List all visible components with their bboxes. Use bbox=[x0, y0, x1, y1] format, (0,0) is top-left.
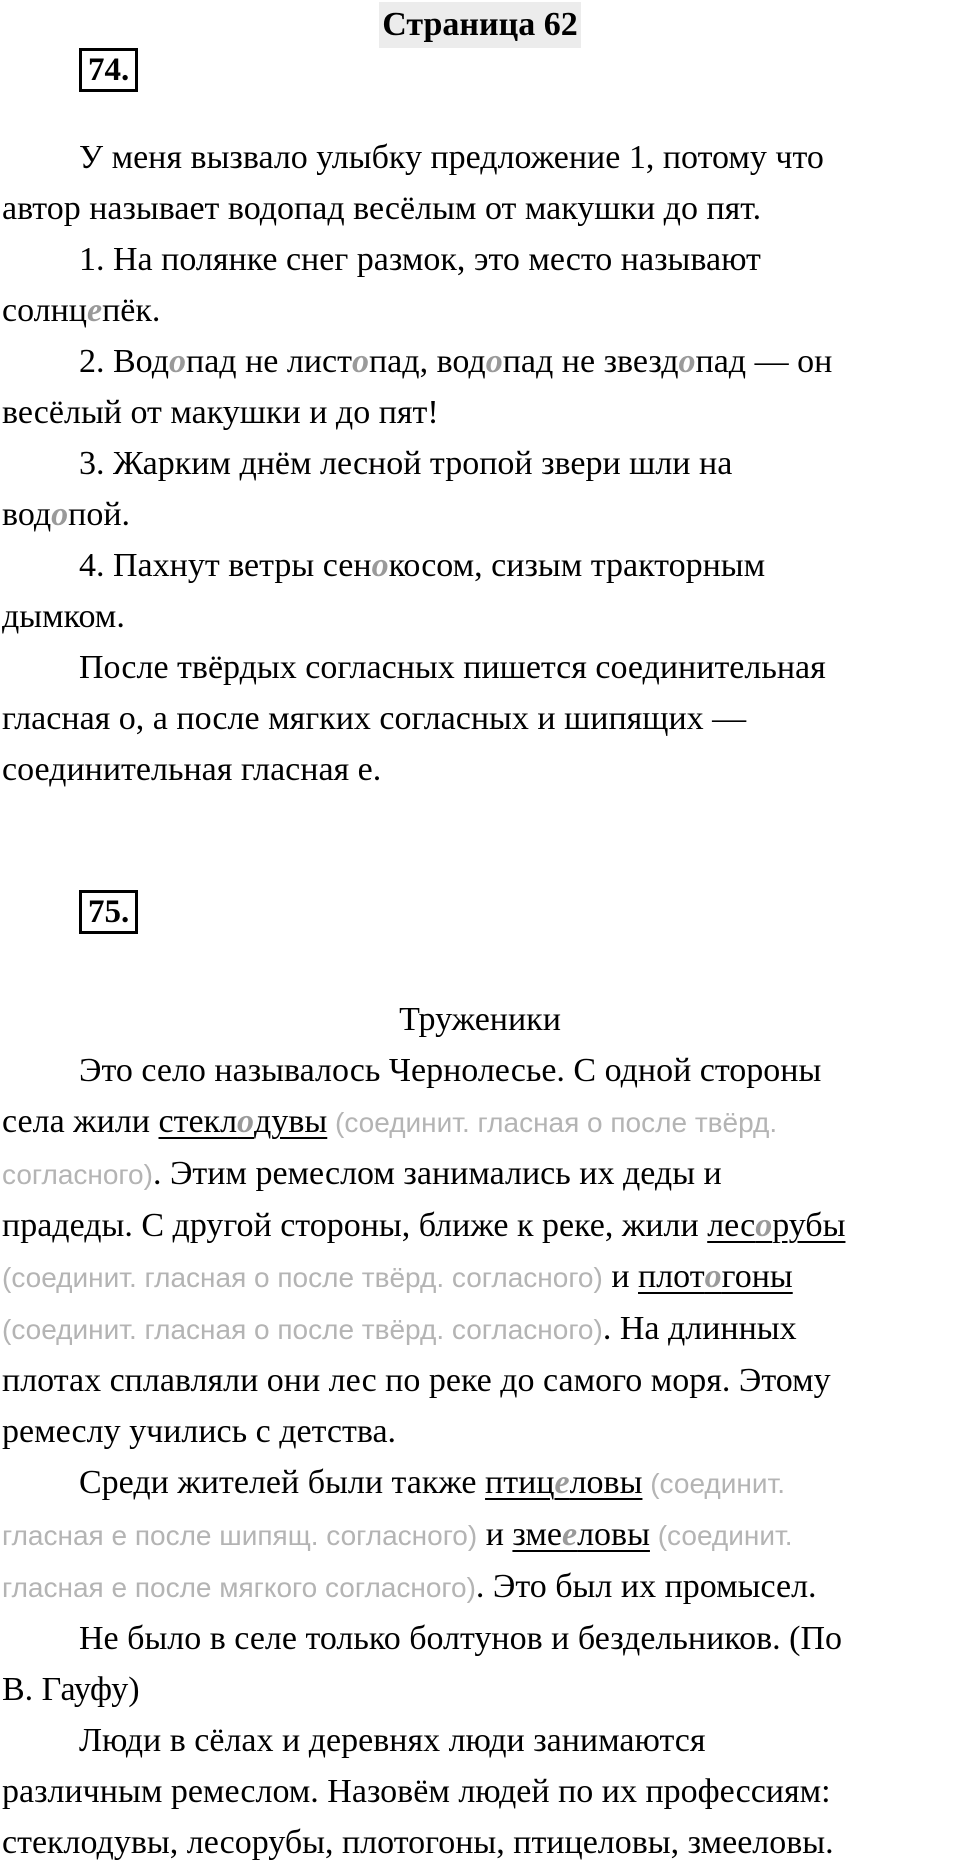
sentence-line: дымком. bbox=[2, 598, 125, 635]
connecting-vowel: е bbox=[554, 1464, 570, 1501]
exercise-74-body bbox=[2, 132, 958, 795]
sentence-line: 1. На полянке снег размок, это место называют bbox=[79, 241, 761, 278]
sentence-line: водопой. bbox=[2, 496, 131, 533]
grammar-note: гласная е после шипящ. согласного) bbox=[2, 1520, 478, 1551]
grammar-note: (соединит. гласная о после твёрд. bbox=[327, 1107, 778, 1138]
text-line: ремеслу учились с детства. bbox=[2, 1413, 397, 1450]
grammar-note: (соединит. bbox=[649, 1520, 793, 1551]
rule-line: соединительная гласная е. bbox=[2, 751, 382, 788]
text-line: плотах сплавляли они лес по реке до самого моря. Этому bbox=[2, 1362, 831, 1399]
connecting-vowel: о bbox=[485, 343, 503, 380]
page-title-text: Страница 62 bbox=[379, 2, 580, 48]
grammar-note: (соединит. гласная о после твёрд. согласного) bbox=[2, 1262, 603, 1293]
connecting-vowel: о bbox=[755, 1207, 773, 1244]
text-line: гласная е после мягкого согласного). Это был их промысел. bbox=[2, 1568, 817, 1605]
exercise-75-body bbox=[2, 994, 958, 1868]
connecting-vowel: е bbox=[87, 292, 103, 329]
rule-line: гласная о, а после мягких согласных и шипящих — bbox=[2, 700, 747, 737]
compound-word: плотогоны bbox=[638, 1258, 793, 1295]
sentence-line: 2. Водопад не листопад, водопад не звездопад — он bbox=[79, 343, 833, 380]
compound-word: стеклодувы bbox=[158, 1103, 328, 1140]
text-line: Это село называлось Чернолесье. С одной стороны bbox=[79, 1052, 822, 1089]
connecting-vowel: о bbox=[678, 343, 696, 380]
page-title bbox=[0, 2, 960, 48]
connecting-vowel: о bbox=[371, 547, 389, 584]
connecting-vowel: о bbox=[169, 343, 186, 380]
compound-word: змееловы bbox=[512, 1516, 650, 1553]
text-line: села жили стеклодувы (соединит. гласная о после твёрд. bbox=[2, 1103, 778, 1140]
text-line: Среди жителей были также птицеловы (соединит. bbox=[79, 1464, 785, 1501]
text-line: стеклодувы, лесорубы, плотогоны, птицеловы, змееловы. bbox=[2, 1824, 834, 1861]
connecting-vowel: о bbox=[51, 496, 69, 533]
sentence-line: 3. Жарким днём лесной тропой звери шли на bbox=[79, 445, 733, 482]
grammar-note: (соединит. bbox=[642, 1468, 785, 1499]
answer-line: У меня вызвало улыбку предложение 1, потому что bbox=[79, 139, 824, 176]
text-line: различным ремеслом. Назовём людей по их профессиям: bbox=[2, 1773, 831, 1810]
answer-line: автор называет водопад весёлым от макушки до пят. bbox=[2, 190, 762, 227]
sentence-line: 4. Пахнут ветры сенокосом, сизым тракторным bbox=[79, 547, 766, 584]
connecting-vowel: е bbox=[561, 1516, 578, 1553]
text-line: (соединит. гласная о после твёрд. согласного). На длинных bbox=[2, 1310, 797, 1347]
text-line: (соединит. гласная о после твёрд. согласного) и плотогоны bbox=[2, 1258, 793, 1295]
sentence-line: весёлый от макушки и до пят! bbox=[2, 394, 439, 431]
exercise-74-number: 74. bbox=[79, 48, 138, 92]
grammar-note: гласная е после мягкого согласного) bbox=[2, 1572, 476, 1603]
compound-word: птицеловы bbox=[485, 1464, 643, 1501]
grammar-note: согласного) bbox=[2, 1159, 153, 1190]
text-line: Не было в селе только болтунов и бездельников. (По bbox=[79, 1620, 843, 1657]
text-line: прадеды. С другой стороны, ближе к реке, жили лесорубы bbox=[2, 1207, 846, 1244]
grammar-note: (соединит. гласная о после твёрд. согласного) bbox=[2, 1314, 603, 1345]
connecting-vowel: о bbox=[704, 1258, 722, 1295]
text-line: Люди в сёлах и деревнях люди занимаются bbox=[79, 1722, 706, 1759]
connecting-vowel: о bbox=[351, 343, 369, 380]
text-line: согласного). Этим ремеслом занимались их деды и bbox=[2, 1155, 722, 1192]
sentence-line: солнцепёк. bbox=[2, 292, 161, 329]
text-line: В. Гауфу) bbox=[2, 1671, 140, 1708]
connecting-vowel: о bbox=[237, 1103, 255, 1140]
rule-line: После твёрдых согласных пишется соединительная bbox=[79, 649, 826, 686]
text-line: гласная е после шипящ. согласного) и змееловы (соединит. bbox=[2, 1516, 793, 1553]
compound-word: лесорубы bbox=[707, 1207, 846, 1244]
exercise-75-number: 75. bbox=[79, 890, 138, 934]
text-title: Труженики bbox=[399, 1001, 561, 1038]
